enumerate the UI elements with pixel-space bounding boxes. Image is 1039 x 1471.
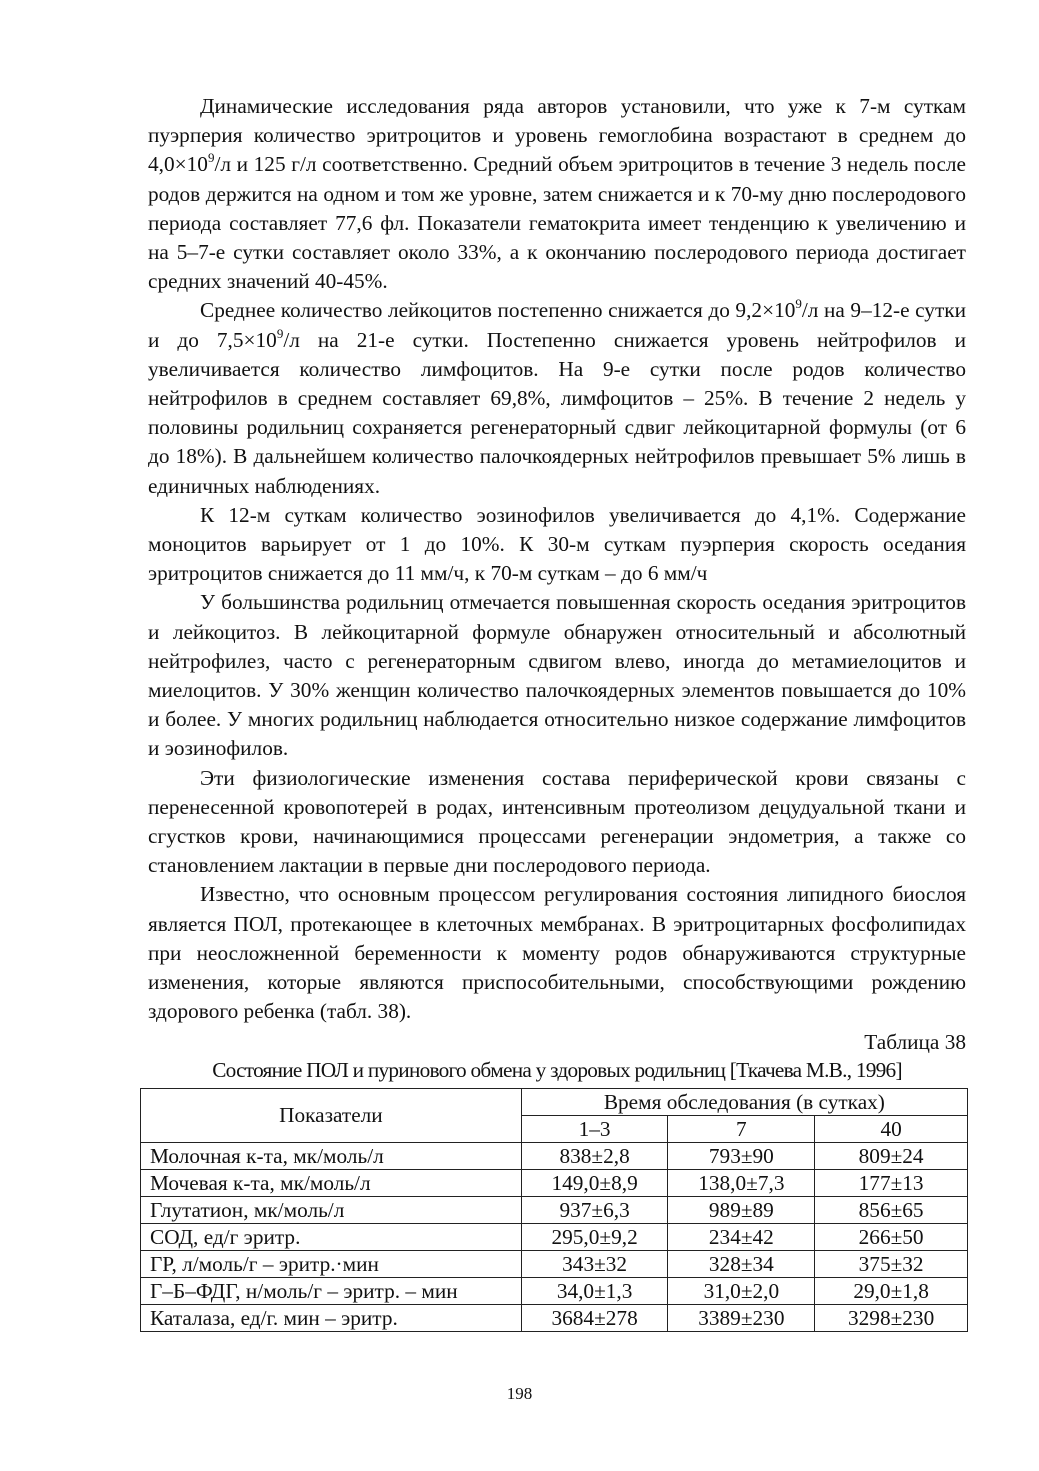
paragraph-2-text-d: ×10 xyxy=(243,327,277,352)
paragraph-3: К 12-м суткам количество эозинофилов увеличивается до 4,1%. Содержание моноцитов варьирует от 1 до 10%. К 30-м суткам пуэрперия скорость оседания эритроцитов снижается до 11 мм/ч, к 70-м суткам – до 6 мм/ч xyxy=(148,502,966,586)
cell-value: 138,0±7,3 xyxy=(668,1169,815,1196)
paragraph-1-text-a: Динамические исследования ряда авторов установили, что уже к 7-м суткам пуэрперия количество эритроцитов и уровень гемоглобина возрастают в среднем до 4,0 xyxy=(148,94,966,177)
table-row xyxy=(141,1304,968,1331)
row-name: ГР, л/моль/г – эритр.·мин xyxy=(141,1250,522,1277)
page-content xyxy=(148,92,966,1332)
cell-value: 3389±230 xyxy=(668,1304,815,1331)
table-number: Таблица 38 xyxy=(864,1029,966,1054)
cell-value: 343±32 xyxy=(521,1250,668,1277)
cell-value: 3684±278 xyxy=(521,1304,668,1331)
exponent: 9 xyxy=(207,150,215,166)
row-name: СОД, ед/г эритр. xyxy=(141,1223,522,1250)
paragraph-5: Эти физиологические изменения состава периферической крови связаны с перенесенной кровопотерей в родах, интенсивным протеолизом децудуальной ткани и сгустков крови, начинающимися процессами регенерации эндометрия, а также со становлением лактации в первые дни послеродового периода. xyxy=(148,765,966,878)
cell-value: 29,0±1,8 xyxy=(815,1277,968,1304)
header-time: Время обследования (в сутках) xyxy=(521,1088,967,1115)
cell-value: 177±13 xyxy=(815,1169,968,1196)
data-table xyxy=(140,1088,968,1332)
paragraph-6: Известно, что основным процессом регулирования состояния липидного биослоя является ПОЛ, протекающее в клеточных мембранах. В эритроцитарных фосфолипидах при неосложненной беременности к моменту родов обнаруживаются структурные изменения, которые являются приспособительными, способствующими рождению здорового ребенка (табл. 38). xyxy=(148,882,966,1024)
paragraph-2-text-e: /л на 21-е сутки. Постепенно снижается уровень нейтрофилов и увеличивается количество лимфоцитов. На 9-е сутки после родов количество нейтрофилов в среднем составляет 69,8%, лимфоцитов – 25%. В течение 2 недель у половины родильниц сохраняется регенераторный сдвиг лейкоцитарной формулы (от 6 до 18%). В дальнейшем количество палочкоядерных нейтрофилов превышает 5% лишь в единичных наблюдениях. xyxy=(148,327,966,498)
cell-value: 856±65 xyxy=(815,1196,968,1223)
cell-value: 328±34 xyxy=(668,1250,815,1277)
row-name: Г–Б–ФДГ, н/моль/г – эритр. – мин xyxy=(141,1277,522,1304)
page-number: 198 xyxy=(506,1384,533,1403)
cell-value: 375±32 xyxy=(815,1250,968,1277)
paragraph-1-text-b: ×10 xyxy=(174,152,208,177)
cell-value: 149,0±8,9 xyxy=(521,1169,668,1196)
paragraph-2-text-c: /л на 9–12-е сутки и до 7,5 xyxy=(148,298,966,352)
row-name: Молочная к-та, мк/моль/л xyxy=(141,1142,522,1169)
header-day: 7 xyxy=(668,1115,815,1142)
table-row xyxy=(141,1277,968,1304)
table-row xyxy=(141,1142,968,1169)
paragraph-2-text-a: Среднее количество лейкоцитов постепенно снижается до 9,2 xyxy=(200,298,763,323)
cell-value: 809±24 xyxy=(815,1142,968,1169)
header-day: 1–3 xyxy=(521,1115,668,1142)
cell-value: 937±6,3 xyxy=(521,1196,668,1223)
paragraph-2 xyxy=(148,296,966,500)
row-name: Каталаза, ед/г. мин – эритр. xyxy=(141,1304,522,1331)
header-indicators: Показатели xyxy=(141,1088,522,1142)
header-day: 40 xyxy=(815,1115,968,1142)
cell-value: 31,0±2,0 xyxy=(668,1277,815,1304)
row-name: Мочевая к-та, мк/моль/л xyxy=(141,1169,522,1196)
paragraph-4: У большинства родильниц отмечается повышенная скорость оседания эритроцитов и лейкоцитоз. В лейкоцитарной формуле обнаружен относительный и абсолютный нейтрофилез, часто с регенераторным сдвигом влево, иногда до метамиелоцитов и миелоцитов. У 30% женщин количество палочкоядерных элементов повышается до 10% и более. У многих родильниц наблюдается относительно низкое содержание лимфоцитов и эозинофилов. xyxy=(148,590,966,761)
cell-value: 266±50 xyxy=(815,1223,968,1250)
cell-value: 234±42 xyxy=(668,1223,815,1250)
row-name: Глутатион, мк/моль/л xyxy=(141,1196,522,1223)
cell-value: 3298±230 xyxy=(815,1304,968,1331)
cell-value: 34,0±1,3 xyxy=(521,1277,668,1304)
exponent: 9 xyxy=(276,325,284,341)
table-header-row xyxy=(141,1088,968,1115)
table-row xyxy=(141,1223,968,1250)
table-row xyxy=(141,1196,968,1223)
paragraph-1 xyxy=(148,92,966,296)
paragraph-2-text-b: ×10 xyxy=(762,298,796,323)
table-row xyxy=(141,1250,968,1277)
paragraph-1-text-c: /л и 125 г/л соответственно. Средний объем эритроцитов в течение 3 недель после родов держится на одном и том же уровне, затем снижается и к 70-му дню послеродового периода составляет 77,6 фл. Показатели гематокрита имеет тенденцию к увеличению и на 5–7-е сутки составляет около 33%, а к окончанию послеродового периода достигает средних значений 40-45%. xyxy=(148,152,966,294)
cell-value: 295,0±9,2 xyxy=(521,1223,668,1250)
table-row xyxy=(141,1169,968,1196)
cell-value: 838±2,8 xyxy=(521,1142,668,1169)
exponent: 9 xyxy=(795,296,802,312)
cell-value: 989±89 xyxy=(668,1196,815,1223)
table-title: Состояние ПОЛ и пуринового обмена у здоровых родильниц [Ткачева М.В., 1996] xyxy=(212,1057,902,1082)
cell-value: 793±90 xyxy=(668,1142,815,1169)
